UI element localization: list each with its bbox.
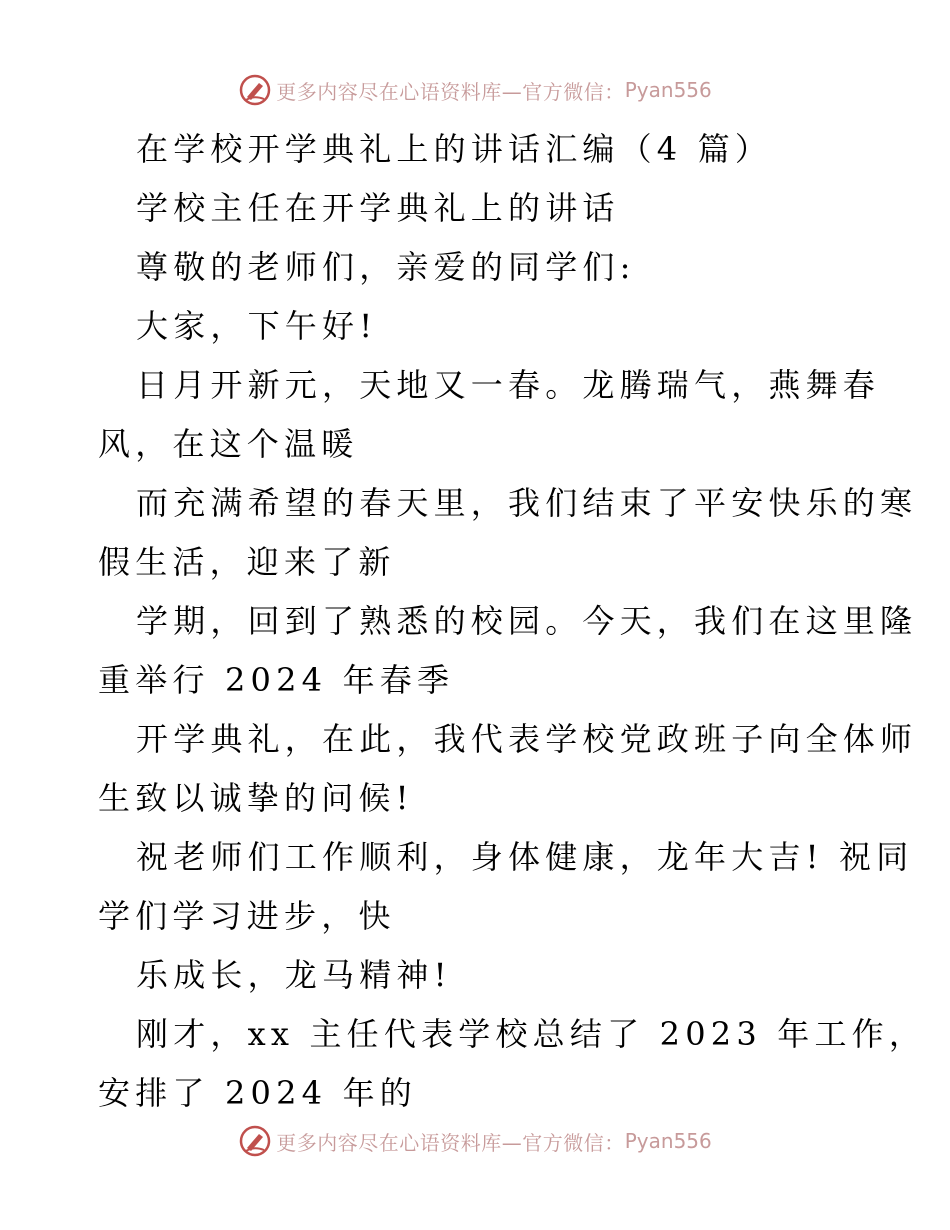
paragraph-line-continued: 学们学习进步，快 xyxy=(98,897,396,935)
paragraph xyxy=(98,238,868,297)
paragraph-line: 尊敬的老师们，亲爱的同学们: xyxy=(136,248,636,286)
paragraph-line: 乐成长，龙马精神! xyxy=(136,956,452,994)
paragraph-line: 在学校开学典礼上的讲话汇编（4 篇） xyxy=(136,130,773,168)
paragraph xyxy=(98,356,881,474)
paragraph-line-continued: 生致以诚挚的问候! xyxy=(98,779,414,817)
paragraph-line: 大家，下午好! xyxy=(136,307,378,345)
paragraph xyxy=(98,828,914,946)
paragraph-line: 日月开新元，天地又一春。龙腾瑞气，燕舞春 xyxy=(136,366,881,404)
paragraph-line: 开学典礼，在此，我代表学校党政班子向全体师 xyxy=(136,720,918,758)
paragraph-line-continued: 风，在这个温暖 xyxy=(98,425,359,463)
watermark-handle: Pyan556 xyxy=(624,1129,712,1153)
header-watermark xyxy=(0,70,950,110)
paragraph-line: 刚才，xx 主任代表学校总结了 2023 年工作， xyxy=(136,1015,927,1053)
paragraph xyxy=(98,1005,927,1123)
paragraph-line-continued: 安排了 2024 年的 xyxy=(98,1074,417,1112)
paragraph xyxy=(98,710,918,828)
paragraph-line-continued: 重举行 2024 年春季 xyxy=(98,661,455,699)
paragraph-line: 学期，回到了熟悉的校园。今天，我们在这里隆 xyxy=(136,602,918,640)
footer-watermark xyxy=(0,1121,950,1161)
paragraph-line-continued: 假生活，迎来了新 xyxy=(98,543,396,581)
paragraph xyxy=(98,179,868,238)
paragraph xyxy=(98,946,868,1005)
pen-logo-icon xyxy=(238,1124,272,1158)
paragraph-line: 学校主任在开学典礼上的讲话 xyxy=(136,189,620,227)
paragraph xyxy=(98,297,868,356)
watermark-text: 更多内容尽在心语资料库—官方微信： xyxy=(276,79,625,104)
paragraph-line: 而充满希望的春天里，我们结束了平安快乐的寒 xyxy=(136,484,918,522)
paragraph xyxy=(98,474,918,592)
paragraph xyxy=(98,592,918,710)
watermark-text: 更多内容尽在心语资料库—官方微信： xyxy=(276,1130,625,1155)
document-body xyxy=(98,120,927,1123)
pen-logo-icon xyxy=(238,73,272,107)
paragraph xyxy=(98,120,868,179)
paragraph-line: 祝老师们工作顺利，身体健康，龙年大吉! 祝同 xyxy=(136,838,914,876)
watermark-handle: Pyan556 xyxy=(624,78,712,102)
